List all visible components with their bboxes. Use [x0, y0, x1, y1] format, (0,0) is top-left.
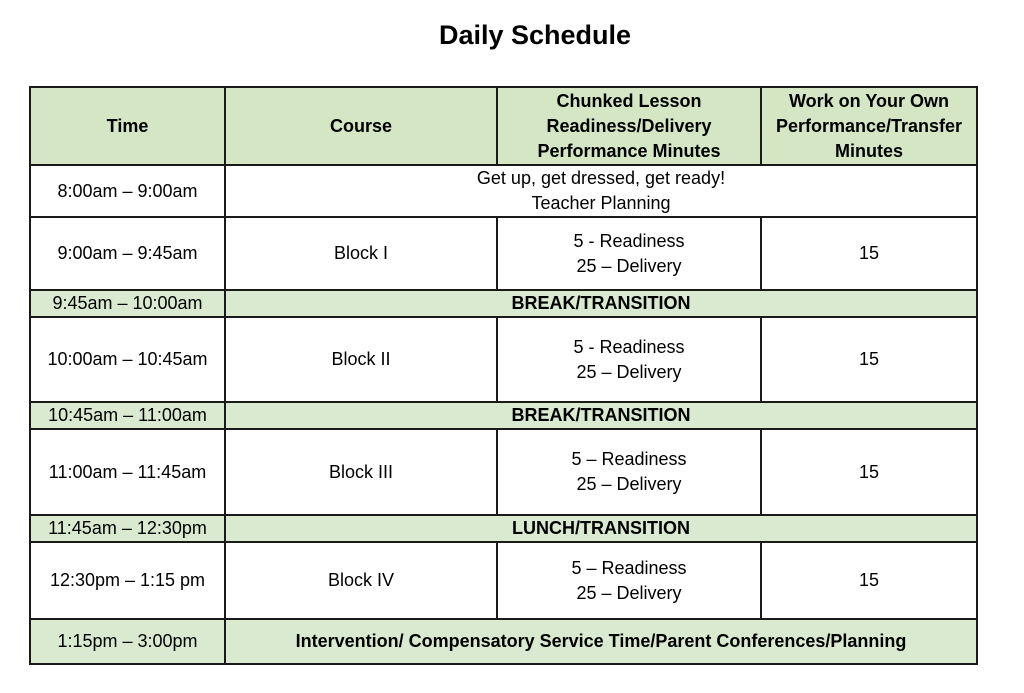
table-row [30, 317, 977, 402]
time-cell: 9:45am – 10:00am [30, 290, 225, 317]
work-cell: 15 [761, 542, 977, 619]
span-cell: Intervention/ Compensatory Service Time/Parent Conferences/Planning [225, 619, 977, 664]
table-row [30, 290, 977, 317]
chunked-cell: 5 – Readiness 25 – Delivery [497, 429, 761, 515]
work-cell: 15 [761, 317, 977, 402]
course-cell: Block IV [225, 542, 497, 619]
header-row [30, 87, 977, 165]
time-cell: 1:15pm – 3:00pm [30, 619, 225, 664]
course-cell: Block I [225, 217, 497, 290]
time-cell: 10:00am – 10:45am [30, 317, 225, 402]
time-cell: 12:30pm – 1:15 pm [30, 542, 225, 619]
table-row [30, 542, 977, 619]
course-cell: Block III [225, 429, 497, 515]
work-cell: 15 [761, 429, 977, 515]
chunked-cell: 5 - Readiness 25 – Delivery [497, 217, 761, 290]
table-row [30, 515, 977, 542]
work-cell: 15 [761, 217, 977, 290]
header-work-on-own: Work on Your Own Performance/Transfer Minutes [761, 87, 977, 165]
table-row [30, 402, 977, 429]
time-cell: 10:45am – 11:00am [30, 402, 225, 429]
table-row [30, 165, 977, 217]
header-chunked-lesson: Chunked Lesson Readiness/Delivery Performance Minutes [497, 87, 761, 165]
course-cell: Block II [225, 317, 497, 402]
header-course: Course [225, 87, 497, 165]
span-cell: LUNCH/TRANSITION [225, 515, 977, 542]
span-cell: BREAK/TRANSITION [225, 290, 977, 317]
chunked-cell: 5 - Readiness 25 – Delivery [497, 317, 761, 402]
schedule-table [29, 86, 978, 665]
time-cell: 11:00am – 11:45am [30, 429, 225, 515]
table-row [30, 619, 977, 664]
page-title: Daily Schedule [438, 20, 632, 50]
time-cell: 11:45am – 12:30pm [30, 515, 225, 542]
time-cell: 8:00am – 9:00am [30, 165, 225, 217]
span-cell: BREAK/TRANSITION [225, 402, 977, 429]
table-row [30, 217, 977, 290]
time-cell: 9:00am – 9:45am [30, 217, 225, 290]
table-row [30, 429, 977, 515]
header-time: Time [30, 87, 225, 165]
span-cell: Get up, get dressed, get ready! Teacher Planning [225, 165, 977, 217]
chunked-cell: 5 – Readiness 25 – Delivery [497, 542, 761, 619]
